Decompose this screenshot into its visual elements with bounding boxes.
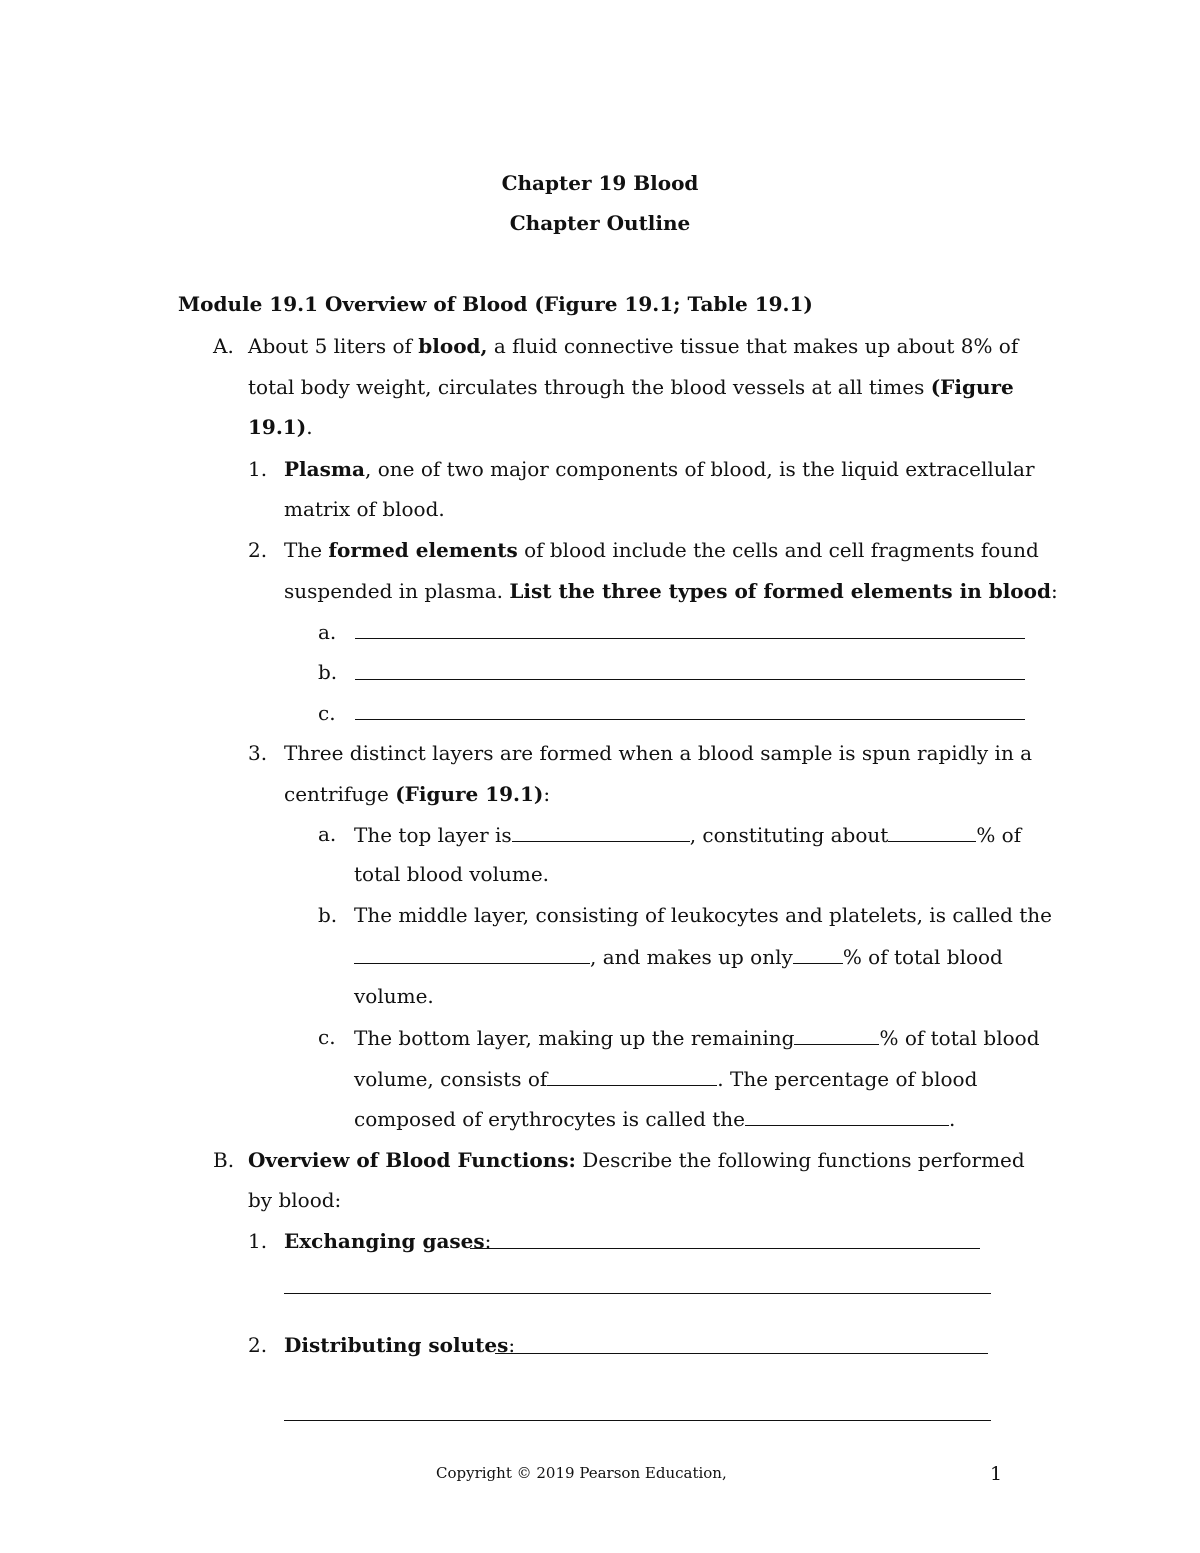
section-a-line-3: 19.1). — [248, 415, 313, 439]
layer-a-line-2: total blood volume. — [354, 862, 550, 886]
chapter-title: Chapter 19 Blood — [501, 171, 699, 195]
distributing-solutes-blank-1[interactable] — [495, 1353, 988, 1354]
item-b2-marker: 2. — [248, 1333, 268, 1357]
layer-c-line-2: volume, consists of . The percentage of blood — [354, 1067, 978, 1091]
section-a-line-1: About 5 liters of blood, a fluid connective tissue that makes up about 8% of — [248, 334, 1019, 358]
exchanging-gases-blank-1[interactable] — [470, 1248, 980, 1249]
section-a-marker: A. — [213, 334, 234, 358]
formed-element-b-blank[interactable] — [355, 679, 1025, 680]
item-a2-line-1: The formed elements of blood include the cells and cell fragments found — [284, 538, 1039, 562]
item-a3-marker: 3. — [248, 741, 268, 765]
item-b1-label: Exchanging gases: — [284, 1229, 492, 1253]
layer-a-line-1: The top layer is , constituting about % of — [354, 823, 1022, 847]
section-b-line-1: Overview of Blood Functions: Describe the following functions performed — [248, 1148, 1025, 1172]
item-a1-line-1: Plasma, one of two major components of blood, is the liquid extracellular — [284, 457, 1035, 481]
item-b1-marker: 1. — [248, 1229, 268, 1253]
item-a2-line-2: suspended in plasma. List the three types of formed elements in blood: — [284, 579, 1058, 603]
item-a3-line-2: centrifuge (Figure 19.1): — [284, 782, 551, 806]
layer-b-line-2: , and makes up only % of total blood — [354, 944, 1003, 969]
item-a2-marker: 2. — [248, 538, 268, 562]
bottom-layer-percent-blank[interactable] — [794, 1025, 879, 1045]
formed-element-c-blank[interactable] — [355, 719, 1025, 720]
layer-b-line-3: volume. — [354, 984, 434, 1008]
formed-element-a-blank[interactable] — [355, 638, 1025, 639]
middle-layer-blank[interactable] — [354, 944, 590, 964]
item-b2-label: Distributing solutes: — [284, 1333, 516, 1357]
copyright-footer: Copyright © 2019 Pearson Education, — [436, 1464, 727, 1482]
layer-a-marker: a. — [318, 822, 337, 846]
layer-b-line-1: The middle layer, consisting of leukocytes and platelets, is called the — [354, 903, 1052, 927]
section-b-marker: B. — [213, 1148, 235, 1172]
page-number: 1 — [990, 1463, 1003, 1485]
item-a3-line-1: Three distinct layers are formed when a blood sample is spun rapidly in a — [284, 741, 1033, 765]
bottom-layer-blank[interactable] — [547, 1066, 717, 1086]
layer-b-marker: b. — [318, 903, 338, 927]
layer-c-marker: c. — [318, 1025, 336, 1049]
top-layer-blank[interactable] — [512, 822, 690, 842]
distributing-solutes-blank-2[interactable] — [284, 1420, 991, 1421]
middle-layer-percent-blank[interactable] — [793, 944, 843, 964]
section-a-line-2: total body weight, circulates through the blood vessels at all times (Figure — [248, 375, 1014, 399]
top-layer-percent-blank[interactable] — [888, 822, 976, 842]
section-b-line-2: by blood: — [248, 1188, 342, 1212]
item-a1-line-2: matrix of blood. — [284, 497, 445, 521]
formed-element-b-marker: b. — [318, 660, 338, 684]
exchanging-gases-blank-2[interactable] — [284, 1293, 991, 1294]
formed-element-a-marker: a. — [318, 620, 337, 644]
chapter-subtitle: Chapter Outline — [509, 211, 691, 235]
module-heading: Module 19.1 Overview of Blood (Figure 19.1; Table 19.1) — [178, 292, 813, 316]
layer-c-line-3: composed of erythrocytes is called the . — [354, 1107, 956, 1131]
hematocrit-blank[interactable] — [745, 1106, 949, 1126]
formed-element-c-marker: c. — [318, 701, 336, 725]
layer-c-line-1: The bottom layer, making up the remaining % of total blood — [354, 1026, 1040, 1050]
item-a1-marker: 1. — [248, 457, 268, 481]
